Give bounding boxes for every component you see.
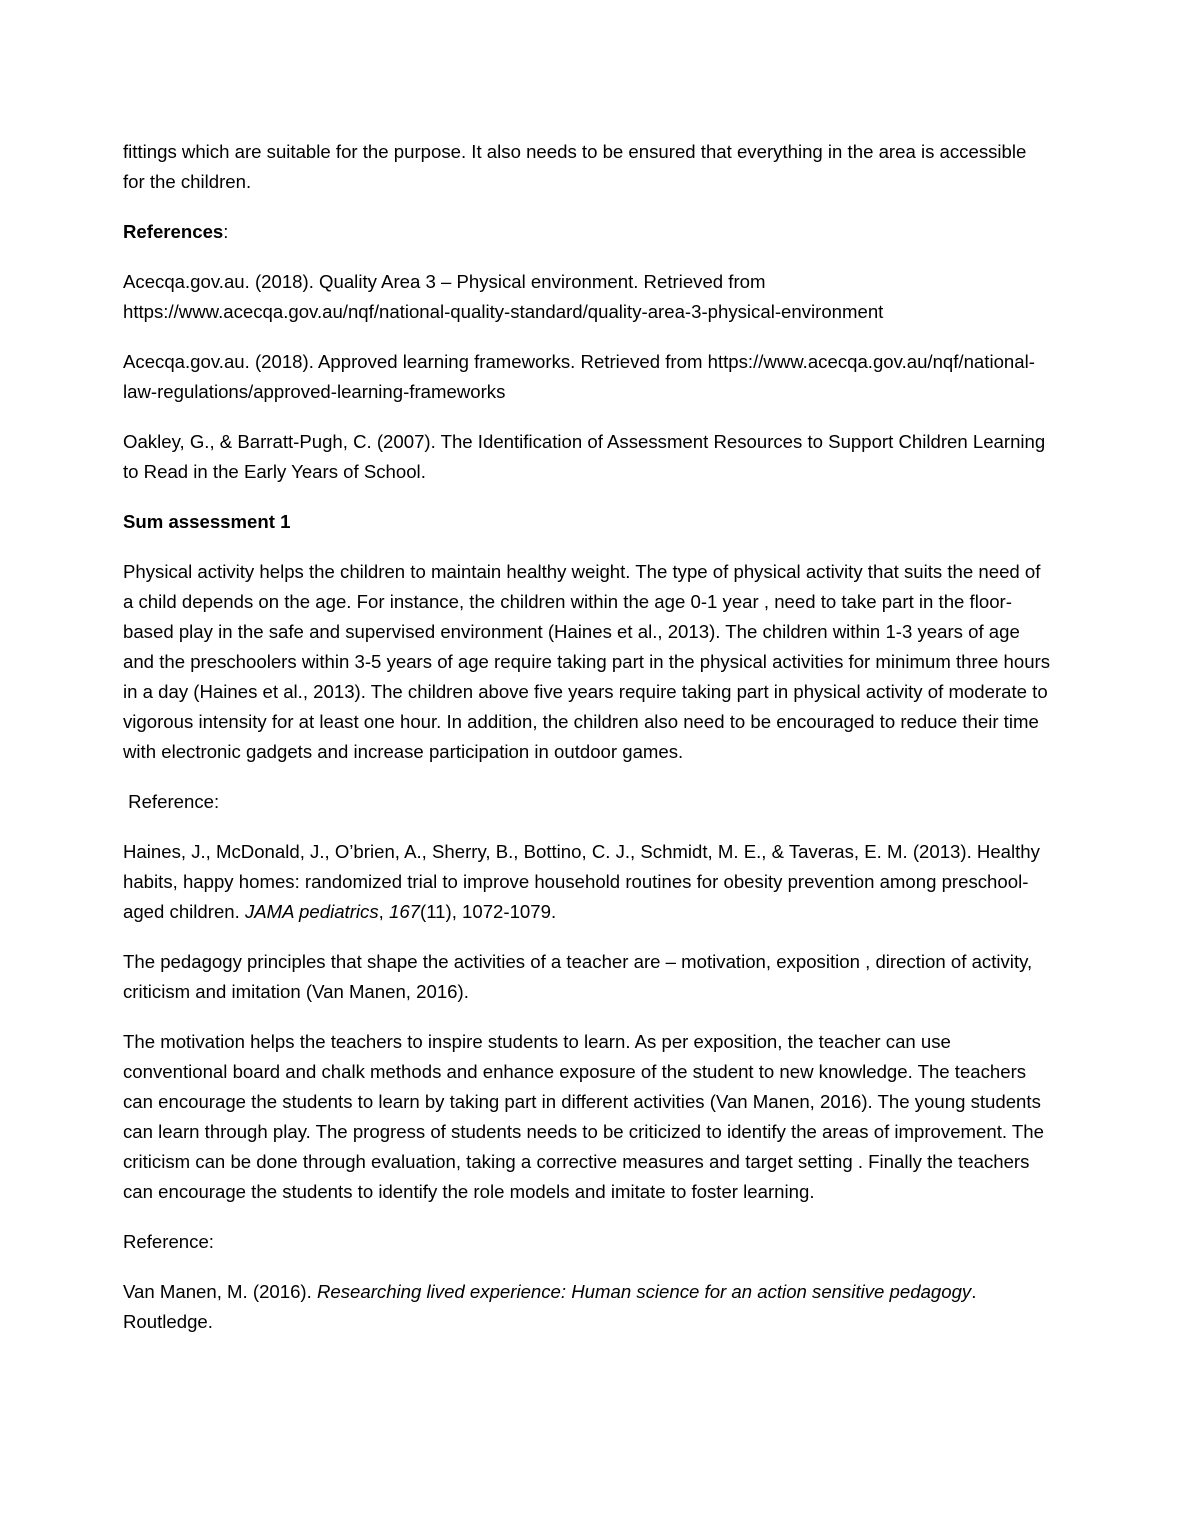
reference-entry: Acecqa.gov.au. (2018). Quality Area 3 – Physical environment. Retrieved from https://www.acecqa.gov.au/nqf/national-quality-standard/quality-area-3-physical-environment — [123, 271, 884, 322]
references-heading-line — [123, 217, 1053, 247]
van-manen-publisher: . Routledge. — [123, 1281, 977, 1332]
motivation-paragraph: The motivation helps the teachers to inspire students to learn. As per exposition, the teacher can use conventional board and chalk methods and enhance exposure of the student to new knowledge. The teachers can encourage the students to learn by taking part in different activities (Van Manen, 2016). The young students can learn through play. The progress of students needs to be criticized to identify the areas of improvement. The criticism can be done through evaluation, taking a corrective measures and target setting . Finally the teachers can encourage the students to identify the role models and imitate to foster learning. — [123, 1031, 1044, 1202]
physical-activity-paragraph: Physical activity helps the children to maintain healthy weight. The type of physical activity that suits the need of a child depends on the age. For instance, the children within the age 0-1 year , need to take part in the floor-based play in the safe and supervised environment (Haines et al., 2013). The children within 1-3 years of age and the preschoolers within 3-5 years of age require taking part in the physical activities for minimum three hours in a day (Haines et al., 2013). The children above five years require taking part in physical activity of moderate to vigorous intensity for at least one hour. In addition, the children also need to be encouraged to reduce their time with electronic gadgets and increase participation in outdoor games. — [123, 561, 1051, 762]
haines-volume: 167 — [388, 901, 421, 922]
reference-entry: Acecqa.gov.au. (2018). Approved learning frameworks. Retrieved from https://www.acecqa.gov.au/nqf/national-law-regulations/approved-learning-frameworks — [123, 351, 1035, 402]
haines-issue-pages: (11), 1072-1079. — [420, 901, 557, 922]
intro-paragraph: fittings which are suitable for the purpose. It also needs to be ensured that everything in the area is accessible for the children. — [123, 141, 1027, 192]
pedagogy-paragraph: The pedagogy principles that shape the activities of a teacher are – motivation, exposition , direction of activity, criticism and imitation (Van Manen, 2016). — [123, 951, 1033, 1002]
document-body — [123, 137, 1053, 1357]
section-heading: Sum assessment 1 — [123, 511, 291, 532]
haines-separator: , — [378, 901, 389, 922]
van-manen-title: Researching lived experience: Human science for an action sensitive pedagogy — [316, 1281, 972, 1302]
reference-label: Reference: — [123, 1231, 214, 1252]
haines-reference — [123, 837, 1053, 927]
van-manen-reference — [123, 1277, 1053, 1337]
reference-entry: Oakley, G., & Barratt-Pugh, C. (2007). The Identification of Assessment Resources to Support Children Learning to Read in the Early Years of School. — [123, 431, 1046, 482]
haines-journal: JAMA pediatrics — [244, 901, 379, 922]
references-heading: References — [123, 221, 224, 242]
reference-label: Reference: — [123, 791, 220, 812]
van-manen-author: Van Manen, M. (2016). — [123, 1281, 317, 1302]
references-colon: : — [223, 221, 229, 242]
haines-reference-text: Haines, J., McDonald, J., O’brien, A., Sherry, B., Bottino, C. J., Schmidt, M. E., & Taveras, E. M. (2013). Healthy habits, happy homes: randomized trial to improve household routines for obesity prevention among preschool-aged children. — [123, 841, 1040, 922]
